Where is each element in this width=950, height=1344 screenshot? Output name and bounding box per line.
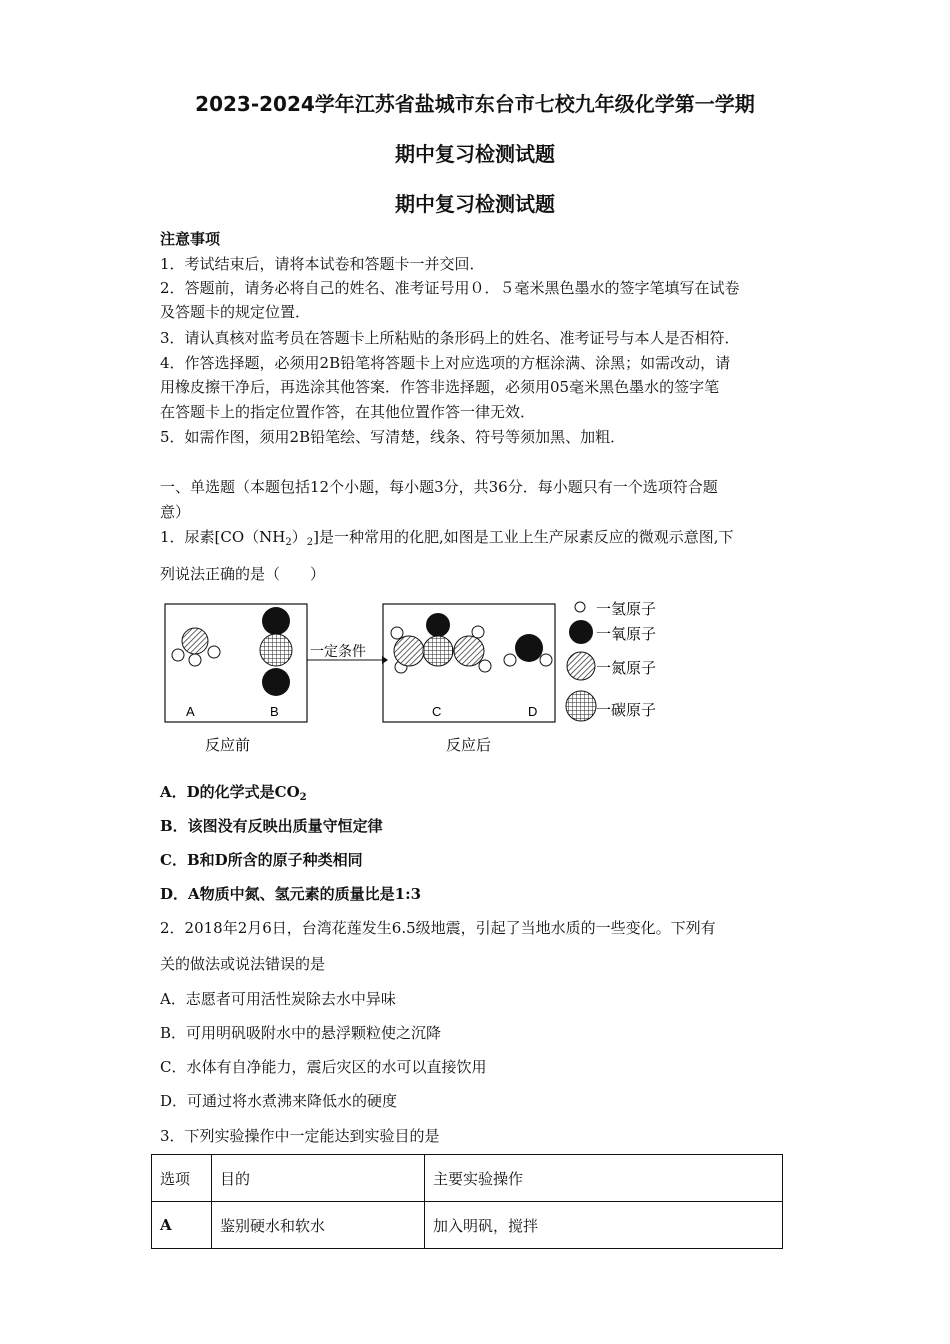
table-header-row — [152, 1155, 783, 1202]
legend-oxygen: 一氧原子 — [596, 625, 657, 643]
label-c: C — [432, 704, 442, 719]
legend-carbon: 一碳原子 — [596, 701, 657, 719]
notice-item: 4．作答选择题，必须用2B铅笔将答题卡上对应选项的方框涂满、涂黑；如需改动，请 — [160, 354, 731, 372]
notice-item: 5．如需作图，须用2B铅笔绘、写清楚，线条、符号等须加黑、加粗． — [160, 428, 626, 446]
table-header-cell: 选项 — [152, 1155, 212, 1202]
q3-table — [151, 1154, 783, 1249]
reaction-diagram — [160, 598, 700, 758]
question-2-stem-cont: 关的做法或说法错误的是 — [160, 955, 326, 973]
q1-option-c: C．B和D所含的原子种类相同 — [160, 851, 363, 869]
legend-hydrogen: 一氢原子 — [596, 600, 657, 618]
label-a: A — [186, 704, 195, 719]
oxygen-atom-icon — [569, 620, 593, 644]
page-title-line2: 期中复习检测试题 — [395, 142, 555, 166]
page-title-line3: 期中复习检测试题 — [395, 192, 555, 216]
question-3-stem: 3．下列实验操作中一定能达到实验目的是 — [160, 1127, 440, 1145]
q2-option-a: A．志愿者可用活性炭除去水中异味 — [160, 990, 396, 1008]
section-heading: 一、单选题（本题包括12个小题，每小题3分，共36分．每小题只有一个选项符合题 — [160, 478, 718, 496]
section-heading-cont: 意） — [160, 503, 191, 521]
question-2-stem: 2．2018年2月6日，台湾花莲发生6.5级地震，引起了当地水质的一些变化。下列有 — [160, 919, 716, 937]
question-1-stem: 1．尿素$[CO(NH_2)_2]$是一种常用的化肥,如图是工业上生产尿素反应的微观示意图,下 — [160, 528, 734, 548]
molecule-c — [391, 613, 491, 673]
table-cell: 鉴别硬水和软水 — [212, 1202, 425, 1249]
q1-option-b: B．该图没有反映出质量守恒定律 — [160, 817, 383, 835]
q2-option-c: C．水体有自净能力，震后灾区的水可以直接饮用 — [160, 1058, 487, 1076]
nitrogen-atom-icon — [567, 652, 595, 680]
q1-option-d: D．A物质中氮、氢元素的质量比是1:3 — [160, 885, 422, 903]
carbon-atom-icon — [566, 691, 596, 721]
q2-option-b: B．可用明矾吸附水中的悬浮颗粒使之沉降 — [160, 1024, 442, 1042]
table-header-cell: 主要实验操作 — [425, 1155, 783, 1202]
notice-item: 用橡皮擦干净后，再选涂其他答案．作答非选择题，必须用05毫米黑色墨水的签字笔 — [160, 378, 720, 396]
molecule-b — [260, 607, 292, 696]
notice-heading: 注意事项 — [160, 230, 221, 248]
legend-nitrogen: 一氮原子 — [596, 659, 657, 677]
notice-item: 及答题卡的规定位置． — [160, 303, 311, 321]
arrow-text: 一定条件 — [310, 644, 366, 660]
molecule-d — [504, 634, 552, 666]
q2-option-d: D．可通过将水煮沸来降低水的硬度 — [160, 1092, 398, 1110]
label-d: D — [528, 704, 538, 719]
question-1-stem-cont: 列说法正确的是（ ） — [160, 565, 326, 583]
notice-item: 3．请认真核对监考员在答题卡上所粘贴的条形码上的姓名、准考证号与本人是否相符． — [160, 329, 740, 347]
table-header-cell: 目的 — [212, 1155, 425, 1202]
molecule-a — [172, 628, 220, 666]
after-caption: 反应后 — [446, 736, 492, 754]
notice-item: 1．考试结束后，请将本试卷和答题卡一并交回． — [160, 255, 485, 273]
table-row — [152, 1202, 783, 1249]
table-cell: 加入明矾，搅拌 — [425, 1202, 783, 1249]
before-caption: 反应前 — [205, 736, 251, 754]
legend — [566, 600, 656, 721]
notice-item: 2．答题前，请务必将自己的姓名、准考证号用０．５毫米黑色墨水的签字笔填写在试卷 — [160, 279, 740, 297]
page-title-line1: 2023-2024学年江苏省盐城市东台市七校九年级化学第一学期 — [195, 92, 755, 116]
table-cell: A — [152, 1202, 212, 1249]
hydrogen-atom-icon — [575, 602, 585, 612]
q1-option-a: A．D的化学式是$CO_2$ — [160, 783, 307, 803]
notice-item: 在答题卡上的指定位置作答，在其他位置作答一律无效． — [160, 403, 536, 421]
label-b: B — [270, 704, 279, 719]
